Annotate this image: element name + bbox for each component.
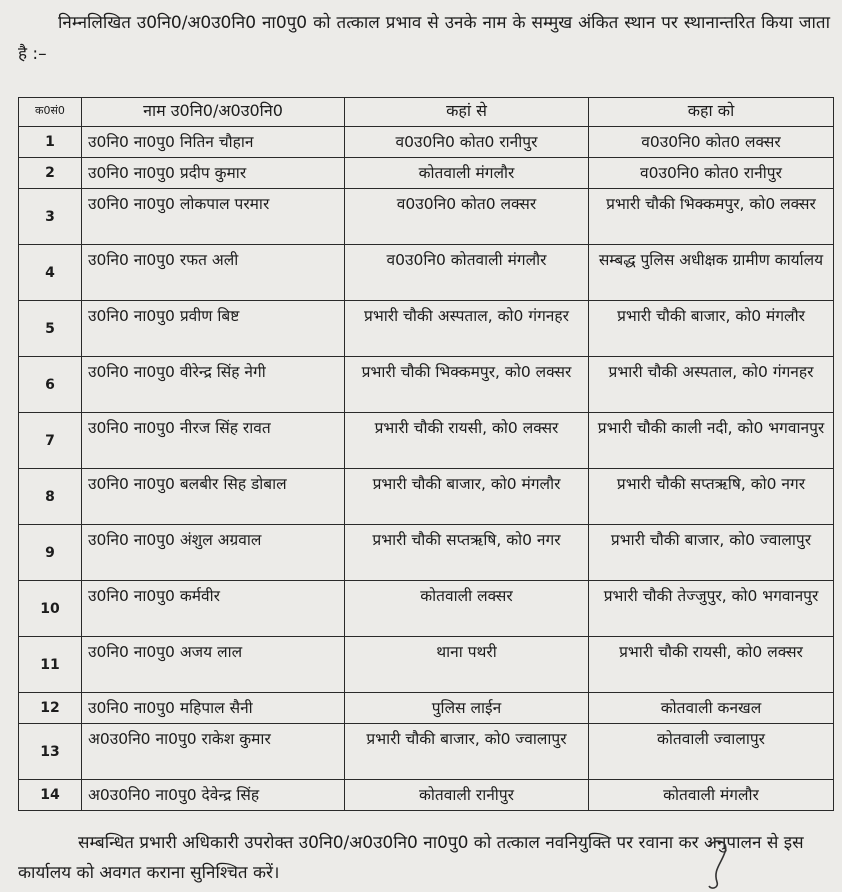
table-row — [19, 693, 834, 724]
name-cell: उ0नि0 ना0पु0 अंशुल अग्रवाल — [82, 525, 345, 581]
from-cell: प्रभारी चौकी बाजार, को0 मंगलौर — [345, 469, 589, 525]
from-cell: व0उ0नि0 कोतवाली मंगलौर — [345, 245, 589, 301]
table-row — [19, 189, 834, 245]
to-cell: कोतवाली मंगलौर — [589, 780, 834, 811]
header-serial: क0सं0 — [19, 98, 82, 127]
name-cell: उ0नि0 ना0पु0 कर्मवीर — [82, 581, 345, 637]
table-row — [19, 780, 834, 811]
to-cell: प्रभारी चौकी बाजार, को0 ज्वालापुर — [589, 525, 834, 581]
to-cell: प्रभारी चौकी अस्पताल, को0 गंगनहर — [589, 357, 834, 413]
from-cell: प्रभारी चौकी बाजार, को0 ज्वालापुर — [345, 724, 589, 780]
serial-cell: 9 — [19, 525, 82, 581]
from-cell: व0उ0नि0 कोत0 लक्सर — [345, 189, 589, 245]
name-cell: अ0उ0नि0 ना0पु0 राकेश कुमार — [82, 724, 345, 780]
name-cell: उ0नि0 ना0पु0 नीरज सिंह रावत — [82, 413, 345, 469]
header-name: नाम उ0नि0/अ0उ0नि0 — [82, 98, 345, 127]
serial-cell: 4 — [19, 245, 82, 301]
to-cell: प्रभारी चौकी भिक्कमपुर, को0 लक्सर — [589, 189, 834, 245]
table-row — [19, 525, 834, 581]
name-cell: उ0नि0 ना0पु0 वीरेन्द्र सिंह नेगी — [82, 357, 345, 413]
name-cell: उ0नि0 ना0पु0 प्रवीण बिष्ट — [82, 301, 345, 357]
transfer-table — [18, 97, 834, 811]
from-cell: प्रभारी चौकी अस्पताल, को0 गंगनहर — [345, 301, 589, 357]
to-cell: व0उ0नि0 कोत0 लक्सर — [589, 127, 834, 158]
serial-cell: 3 — [19, 189, 82, 245]
to-cell: प्रभारी चौकी तेज्जुपुर, को0 भगवानपुर — [589, 581, 834, 637]
to-cell: कोतवाली ज्वालापुर — [589, 724, 834, 780]
table-header-row — [19, 98, 834, 127]
header-from: कहां से — [345, 98, 589, 127]
serial-cell: 10 — [19, 581, 82, 637]
serial-cell: 13 — [19, 724, 82, 780]
name-cell: उ0नि0 ना0पु0 रफत अली — [82, 245, 345, 301]
to-cell: प्रभारी चौकी काली नदी, को0 भगवानपुर — [589, 413, 834, 469]
table-row — [19, 357, 834, 413]
serial-cell: 14 — [19, 780, 82, 811]
from-cell: व0उ0नि0 कोत0 रानीपुर — [345, 127, 589, 158]
from-cell: कोतवाली रानीपुर — [345, 780, 589, 811]
serial-cell: 2 — [19, 158, 82, 189]
intro-paragraph: निम्नलिखित उ0नि0/अ0उ0नि0 ना0पु0 को तत्काल प्रभाव से उनके नाम के सम्मुख अंकित स्थान पर स्थानान्तरित किया जाता है :– — [18, 13, 830, 64]
table-row — [19, 245, 834, 301]
name-cell: उ0नि0 ना0पु0 नितिन चौहान — [82, 127, 345, 158]
name-cell: उ0नि0 ना0पु0 बलबीर सिह डोबाल — [82, 469, 345, 525]
from-cell: थाना पथरी — [345, 637, 589, 693]
serial-cell: 12 — [19, 693, 82, 724]
name-cell: उ0नि0 ना0पु0 महिपाल सैनी — [82, 693, 345, 724]
signature-mark — [705, 836, 735, 892]
table-row — [19, 637, 834, 693]
serial-cell: 1 — [19, 127, 82, 158]
from-cell: कोतवाली लक्सर — [345, 581, 589, 637]
from-cell: कोतवाली मंगलौर — [345, 158, 589, 189]
table-row — [19, 127, 834, 158]
table-row — [19, 724, 834, 780]
to-cell: प्रभारी चौकी बाजार, को0 मंगलौर — [589, 301, 834, 357]
header-to: कहा को — [589, 98, 834, 127]
table-row — [19, 413, 834, 469]
table-row — [19, 158, 834, 189]
from-cell: प्रभारी चौकी भिक्कमपुर, को0 लक्सर — [345, 357, 589, 413]
from-cell: प्रभारी चौकी सप्तऋषि, को0 नगर — [345, 525, 589, 581]
to-cell: व0उ0नि0 कोत0 रानीपुर — [589, 158, 834, 189]
serial-cell: 8 — [19, 469, 82, 525]
serial-cell: 5 — [19, 301, 82, 357]
name-cell: उ0नि0 ना0पु0 प्रदीप कुमार — [82, 158, 345, 189]
to-cell: सम्बद्ध पुलिस अधीक्षक ग्रामीण कार्यालय — [589, 245, 834, 301]
table-row — [19, 469, 834, 525]
name-cell: अ0उ0नि0 ना0पु0 देवेन्द्र सिंह — [82, 780, 345, 811]
table-row — [19, 301, 834, 357]
serial-cell: 7 — [19, 413, 82, 469]
closing-paragraph: सम्बन्धित प्रभारी अधिकारी उपरोक्त उ0नि0/अ0उ0नि0 ना0पु0 को तत्काल नवनियुक्ति पर रवाना कर अनुपालन से इस कार्यालय को अवगत कराना सुनिश्चित करें। — [18, 833, 804, 883]
to-cell: प्रभारी चौकी सप्तऋषि, को0 नगर — [589, 469, 834, 525]
name-cell: उ0नि0 ना0पु0 लोकपाल परमार — [82, 189, 345, 245]
name-cell: उ0नि0 ना0पु0 अजय लाल — [82, 637, 345, 693]
to-cell: कोतवाली कनखल — [589, 693, 834, 724]
serial-cell: 6 — [19, 357, 82, 413]
table-row — [19, 581, 834, 637]
to-cell: प्रभारी चौकी रायसी, को0 लक्सर — [589, 637, 834, 693]
serial-cell: 11 — [19, 637, 82, 693]
from-cell: पुलिस लाईन — [345, 693, 589, 724]
from-cell: प्रभारी चौकी रायसी, को0 लक्सर — [345, 413, 589, 469]
